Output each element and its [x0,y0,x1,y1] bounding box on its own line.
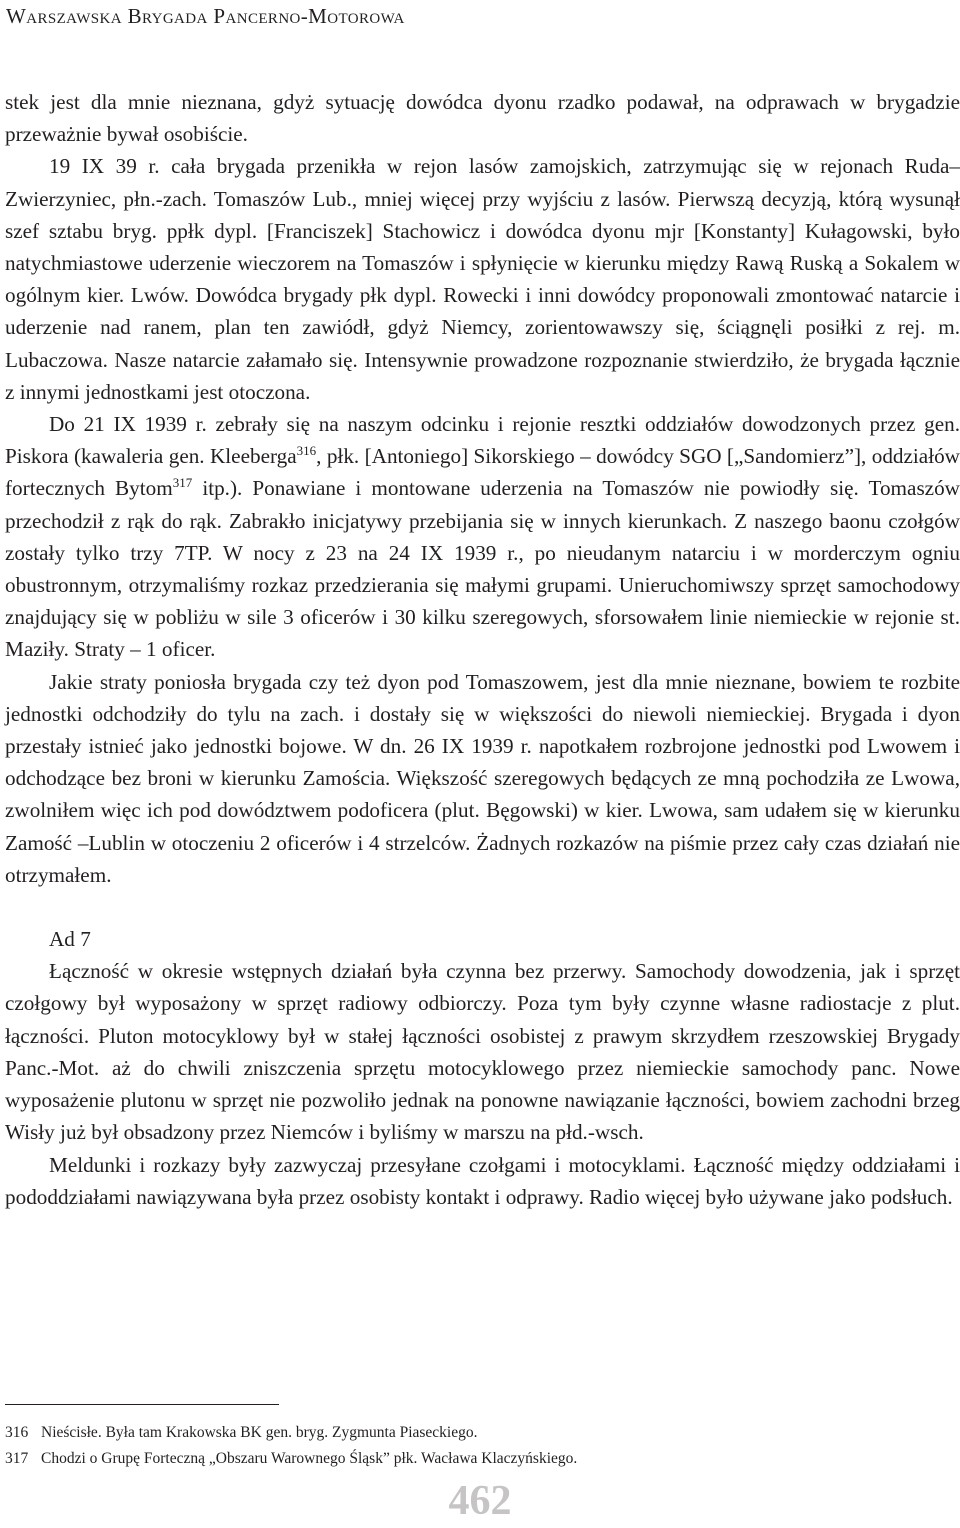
footnote-text: Chodzi o Grupę Forteczną „Obszaru Warownego Śląsk” płk. Wacława Klaczyńskiego. [41,1450,578,1467]
paragraph-text: , płk. [Antoniego] Sikorskiego – dowódcy SGO [„Sandomierz”], oddziałów fortecznych Bytom [5,444,960,501]
page-number: 462 [448,1478,512,1524]
footnotes [5,1420,960,1472]
paragraph-with-footnote-refs [5,408,960,666]
paragraph: stek jest dla mnie nieznana, gdyż sytuację dowódca dyonu rzadko podawał, na odprawach w brygadzie przeważnie bywał osobiście. [5,90,960,147]
footnote-317 [5,1446,960,1472]
section-heading-ad-7: Ad 7 [49,927,91,952]
footnote-ref-316[interactable]: 316 [296,443,317,459]
paragraph: 19 IX 39 r. cała brygada przenikła w rejon lasów zamojskich, zatrzymując się w rejonach Ruda–Zwierzyniec, płn.-zach. Tomaszów Lub., mniej więcej przy wyjściu z lasów. Pierwszą decyzją, którą wysunął szef sztabu bryg. ppłk dypl. [Franciszek] Stachowicz i dowódca dyonu mjr [Konstanty] Kułagowski, było natychmiastowe uderzenie wieczorem na Tomaszów i spłynięcie w kierunku między Rawą Ruską a Sokalem w ogólnym kier. Lwów. Dowódca brygady płk dypl. Rowecki i inni dowódcy proponowali zmontować natarcie i uderzenie nad ranem, plan ten zawiódł, gdyż Niemcy, zorientowawszy się, ściągnęli posiłki z rej. m. Lubaczowa. Nasze natarcie załamało się. Intensywnie prowadzone rozpoznanie stwierdziło, że brygada łącznie z innymi jednostkami jest otoczona. [5,154,960,404]
paragraph: Jakie straty poniosła brygada czy też dyon pod Tomaszowem, jest dla mnie nieznane, bowiem te rozbite jednostki odchodziły do tylu na zach. i dostały się w większości do niewoli niemieckiej. Brygada i dyon przestały istnieć jako jednostki bojowe. W dn. 26 IX 1939 r. napotkałem rozbrojone jednostki pod Lwowem i odchodzące bez broni w kierunku Zamościa. Większość szeregowych będących ze mną pochodziła ze Lwowa, zwolniłem więc ich pod dowództwem podoficera (plut. Bęgowski) w kier. Lwowa, sam udałem się w kierunku Zamość –Lublin w otoczeniu 2 oficerów i 4 strzelców. Żadnych rozkazów na piśmie przez cały czas działań nie otrzymałem. [5,669,960,887]
footnote-number: 317 [5,1450,29,1467]
paragraph: Meldunki i rozkazy były zazwyczaj przesyłane czołgami i motocyklami. Łączność między oddziałami i pododdziałami nawiązywana była przez osobisty kontakt i odprawy. Radio więcej było używane jako podsłuch. [5,1152,960,1209]
footnote-divider [5,1404,279,1405]
footnote-ref-317[interactable]: 317 [172,475,193,491]
footnote-number: 316 [5,1424,29,1441]
footnote-text: Nieścisłe. Była tam Krakowska BK gen. bryg. Zygmunta Piaseckiego. [41,1424,478,1441]
paragraph-text: Do 21 IX 1939 r. zebrały się na naszym odcinku i rejonie resztki oddziałów dowodzonych przez gen. Piskora (kawaleria gen. Kleeberga [5,412,960,469]
paragraph-text: itp.). Ponawiane i montowane uderzenia na Tomaszów nie powiodły się. Tomaszów przechodził z rąk do rąk. Zabrakło inicjatywy przebijania się w innych kierunkach. Z naszego baonu czołgów zostały tylko trzy 7TP. W nocy z 23 na 24 IX 1939 r., po nieudanym natarciu i w morderczym ogniu obustronnym, otrzymaliśmy rozkaz przedzierania się małymi grupami. Unieruchomiwszy sprzęt samochodowy znajdujący się w pobliżu w sile 3 oficerów i 30 kilku szeregowych, sforsowałem linie niemieckie w rejonie st. Maziły. Straty – 1 oficer. [5,476,960,662]
body-text [5,86,960,1213]
footnote-316 [5,1420,960,1446]
paragraph: Łączność w okresie wstępnych działań była czynna bez przerwy. Samochody dowodzenia, jak i sprzęt czołgowy był wyposażony w sprzęt radiowy odbiorczy. Poza tym były czynne własne radiostacje z plut. łączności. Pluton motocyklowy był w stałej łączności osobistej z prawym skrzydłem rzeszowskiej Brygady Panc.-Mot. aż do chwili zniszczenia sprzętu motocyklowego przez niemieckie samochody panc. Nowe wyposażenie plutonu w sprzęt nie pozwoliło jednak na ponowne nawiązanie łączności, bowiem zachodni brzeg Wisły już był obsadzony przez Niemców i byliśmy w marszu na płd.-wsch. [5,959,960,1145]
running-head: Warszawska Brygada Pancerno-Motorowa [6,4,405,28]
